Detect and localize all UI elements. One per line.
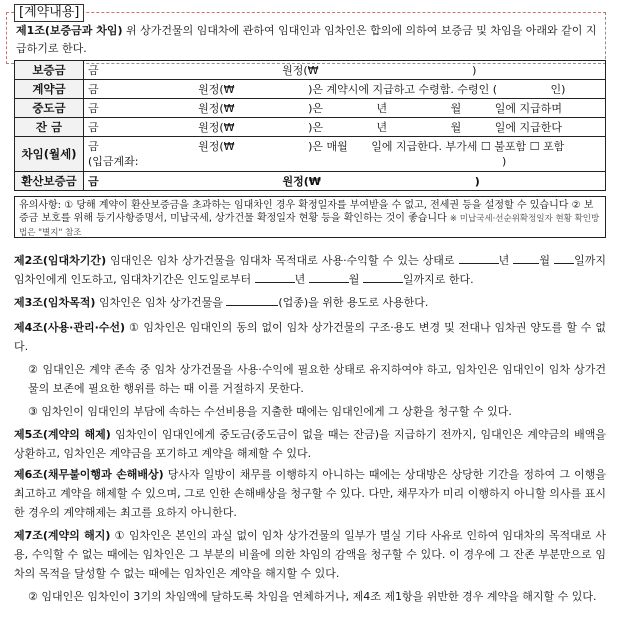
article-text: 월 xyxy=(539,254,551,267)
article-text: 일까지 임차인에게 인도하고, 임대차기간은 인도일로부터 xyxy=(14,254,606,286)
cell-text: 년 xyxy=(376,102,388,115)
table-row-contract xyxy=(15,80,606,99)
cell-text: (입금계좌: xyxy=(88,155,139,168)
cell-text: 년 xyxy=(376,121,388,134)
article-5 xyxy=(14,425,606,463)
converted-field[interactable] xyxy=(84,172,606,191)
article-title: 제5조(계약의 해제) xyxy=(14,428,111,441)
cell-text: )은 xyxy=(308,102,323,115)
article-text: 임차인이 임대인에게 중도금(중도금이 없을 때는 잔금)을 지급하기 전까지, 임대인은 계약금의 배액을 상환하고, 임차인은 계약금을 포기하고 계약을 해제할 수 있다. xyxy=(14,428,606,460)
article-text: 일까지로 한다. xyxy=(402,273,474,286)
cell-text: 일에 지급한다. 부가세 ☐ 불포함 ☐ 포함 xyxy=(371,140,565,153)
article-text: 월 xyxy=(348,273,360,286)
article-text: ① 임차인은 임대인의 동의 없이 임차 상가건물의 구조·용도 변경 및 전대나 임차권 양도를 할 수 없다. xyxy=(14,321,606,353)
article-4 xyxy=(14,318,606,421)
article-2 xyxy=(14,251,606,289)
cell-text: 일에 지급하며 xyxy=(494,102,563,115)
cell-text: 금 xyxy=(88,140,99,153)
rent-field[interactable] xyxy=(84,137,606,172)
cell-text: 일에 지급한다 xyxy=(494,121,563,134)
cell-text: )은 계약시에 지급하고 수령함. 수령인 ( xyxy=(308,83,498,96)
table-row-deposit xyxy=(15,61,606,80)
notice-label: 유의사항: xyxy=(19,200,62,211)
cell-text: 인) xyxy=(550,83,566,96)
interim-field[interactable] xyxy=(84,99,606,118)
cell-text: )은 xyxy=(308,121,323,134)
article-title: 제4조(사용·관리·수선) xyxy=(14,321,126,334)
cell-text: 금 xyxy=(88,83,99,96)
cell-text: 금 xyxy=(88,64,99,77)
article-paragraph: ③ 임차인이 임대인의 부담에 속하는 수선비용을 지출한 때에는 임대인에게 그 상환을 청구할 수 있다. xyxy=(28,405,512,418)
cell-text: 금 xyxy=(88,102,99,115)
notice-box xyxy=(14,196,606,238)
balance-field[interactable] xyxy=(84,118,606,137)
row-label: 차임(월세) xyxy=(15,137,84,172)
deposit-field[interactable] xyxy=(84,61,606,80)
cell-text: 금 xyxy=(88,121,99,134)
table-row-balance xyxy=(15,118,606,137)
article-text: 당사자 일방이 채무를 이행하지 아니하는 때에는 상대방은 상당한 기간을 정하여 그 이행을 최고하고 계약을 해제할 수 있으며, 그로 인한 손해배상을 청구할 수 있다. 다만, 채무자가 미리 이행하지 아니할 의사를 표시한 경우의 계약해제는 최고를 요하지 아니한다. xyxy=(14,468,606,519)
cell-text: 원정(₩ xyxy=(282,64,319,77)
section-title: [계약내용] xyxy=(14,4,84,22)
payment-table xyxy=(14,60,606,191)
row-label: 계약금 xyxy=(15,80,84,99)
cell-text: ) xyxy=(474,175,480,188)
table-row-converted xyxy=(15,172,606,191)
row-label: 환산보증금 xyxy=(15,172,84,191)
cell-text: 월 xyxy=(450,121,462,134)
row-label: 중도금 xyxy=(15,99,84,118)
article-paragraph: ② 임대인은 임차인이 3기의 차임액에 달하도록 차임을 연체하거나, 제4조 제1항을 위반한 경우 계약을 해지할 수 있다. xyxy=(28,590,597,603)
article-3 xyxy=(14,293,606,312)
row-label: 잔 금 xyxy=(15,118,84,137)
contract-field[interactable] xyxy=(84,80,606,99)
article-title: 제7조(계약의 해지) xyxy=(14,529,111,542)
cell-text: )은 매월 xyxy=(308,140,348,153)
table-row-rent xyxy=(15,137,606,172)
article-title: 제3조(임차목적) xyxy=(14,296,96,309)
article-1-intro xyxy=(16,22,602,58)
article-1-text: 위 상가건물의 임대차에 관하여 임대인과 임차인은 합의에 의하여 보증금 및 차임을 아래와 같이 지급하기로 한다. xyxy=(16,24,597,55)
cell-text: 금 xyxy=(88,175,99,188)
cell-text: 원정(₩ xyxy=(198,121,235,134)
article-text: 임대인은 임차 상가건물을 임대차 목적대로 사용·수익할 수 있는 상태로 xyxy=(106,254,455,267)
cell-text: 원정(₩ xyxy=(198,102,235,115)
row-label: 보증금 xyxy=(15,61,84,80)
notice-small: ※ 미납국세·선순위확정일자 현황 확인방법은 "별지" 참조 xyxy=(19,214,600,238)
article-title: 제2조(임대차기간) xyxy=(14,254,107,267)
cell-text: ) xyxy=(502,155,507,168)
cell-text: 원정(₩ xyxy=(282,175,321,188)
cell-text: ) xyxy=(472,64,477,77)
article-text: 년 xyxy=(294,273,306,286)
article-7 xyxy=(14,526,606,606)
article-text: 년 xyxy=(498,254,510,267)
article-paragraph: ② 임대인은 계약 존속 중 임차 상가건물을 사용·수익에 필요한 상태로 유지하여야 하고, 임차인은 임대인이 임차 상가건물의 보존에 필요한 행위를 하는 때 이를 거절하지 못한다. xyxy=(28,363,606,395)
notice-text: ① 당해 계약이 환산보증금을 초과하는 임대차인 경우 확정일자를 부여받을 수 없고, 전세권 등을 설정할 수 있습니다 ② 보증금 보호를 위해 등기사항증명서, 미납국세, 상가건물 확정일자 현황 등을 확인하는 것이 좋습니다 xyxy=(19,200,594,224)
article-text: ① 임차인은 본인의 과실 없이 임차 상가건물의 일부가 멸실 기타 사유로 인하여 임대차의 목적대로 사용, 수익할 수 없는 때에는 임차인은 그 부분의 비율에 의한 차임의 감액을 청구할 수 있다. 이 경우에 그 잔존 부분만으로 임차의 목적을 달성할 수 없는 때에는 임차인은 계약을 해지할 수 있다. xyxy=(14,529,606,580)
article-6 xyxy=(14,465,606,522)
article-text: 임차인은 임차 상가건물을 xyxy=(95,296,223,309)
cell-text: 월 xyxy=(450,102,462,115)
article-text: (업종)을 위한 용도로 사용한다. xyxy=(278,296,429,309)
article-title: 제6조(채무불이행과 손해배상) xyxy=(14,468,164,481)
cell-text: 원정(₩ xyxy=(198,83,235,96)
table-row-interim xyxy=(15,99,606,118)
article-1-title: 제1조(보증금과 차임) xyxy=(16,24,123,37)
cell-text: 원정(₩ xyxy=(198,140,235,153)
